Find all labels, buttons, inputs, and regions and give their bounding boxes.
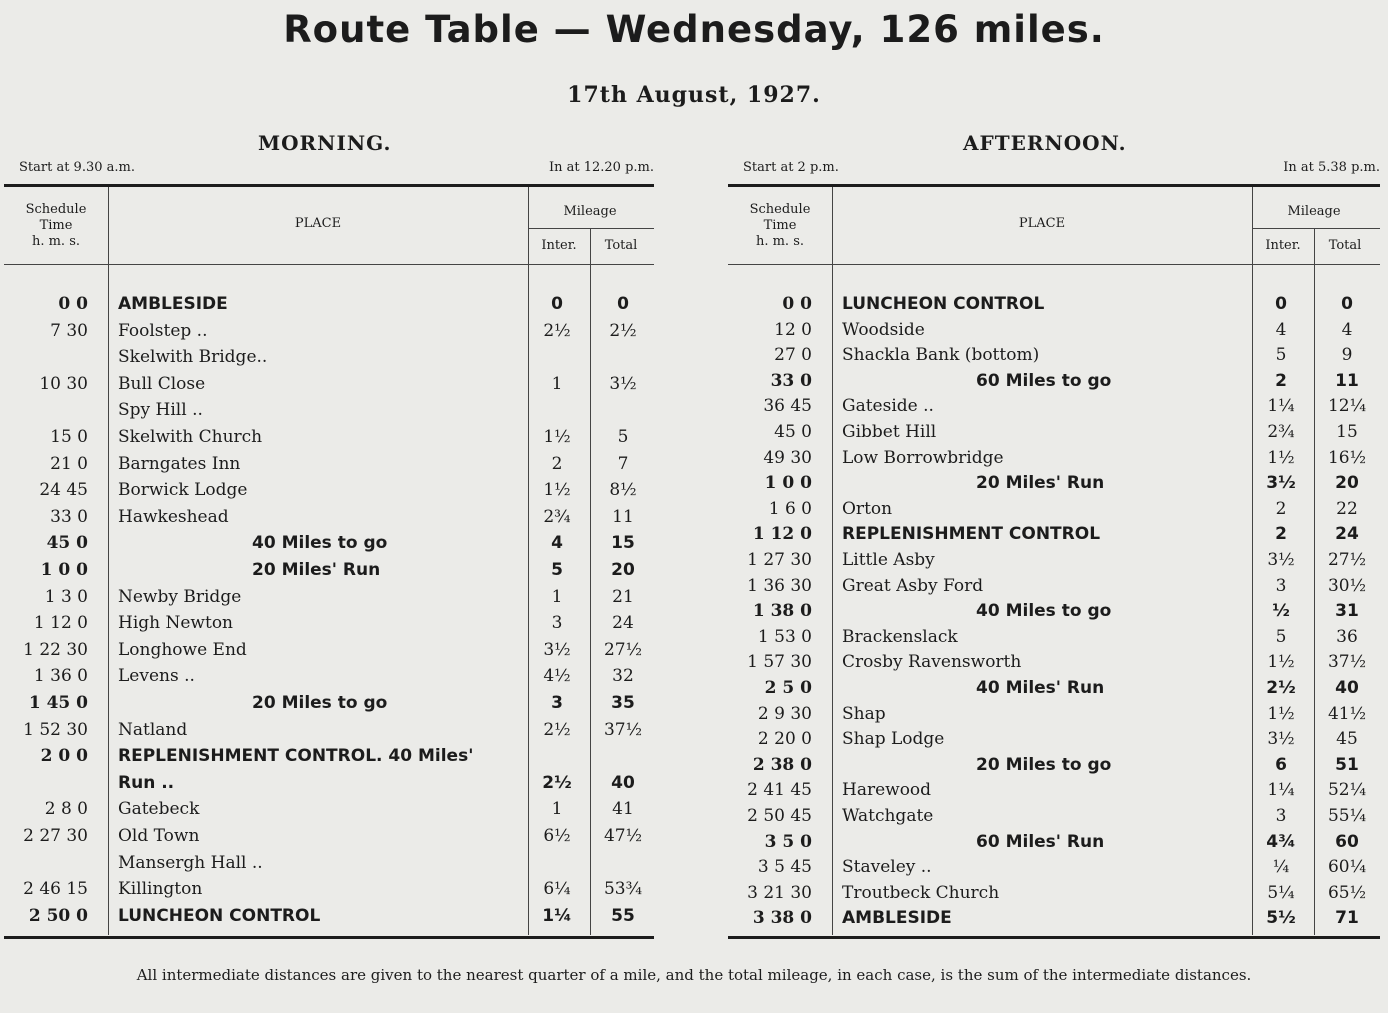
schedule-time-cell: 45 0 xyxy=(46,533,88,554)
place-cell: Borwick Lodge xyxy=(118,480,248,501)
total-mileage-cell: 52¼ xyxy=(1327,780,1367,801)
table-row xyxy=(4,853,654,874)
total-mileage-cell: 32 xyxy=(612,666,634,687)
table-row xyxy=(728,806,1380,827)
place-cell: 40 Miles to go xyxy=(252,533,388,554)
schedule-time-cell: 1 0 0 xyxy=(764,473,812,494)
inter-mileage-cell: 1¼ xyxy=(542,905,572,926)
table-row xyxy=(728,422,1380,443)
place-cell: Great Asby Ford xyxy=(842,575,984,596)
inter-mileage-cell: 1½ xyxy=(543,480,571,501)
table-row xyxy=(728,473,1380,494)
place-cell: Shap Lodge xyxy=(842,729,945,750)
total-header: Total xyxy=(604,238,638,253)
table-row xyxy=(4,879,654,900)
total-mileage-cell: 71 xyxy=(1335,908,1359,929)
table-row xyxy=(728,601,1380,622)
table-row xyxy=(4,533,654,554)
inter-mileage-cell: 4¾ xyxy=(1266,831,1296,852)
table-row xyxy=(728,396,1380,417)
inter-mileage-cell: 3 xyxy=(1275,806,1287,826)
inter-mileage-cell: 2 xyxy=(1275,498,1287,519)
table-row xyxy=(728,448,1380,469)
inter-header: Inter. xyxy=(1265,238,1301,253)
place-cell: Bull Close xyxy=(118,373,206,394)
morning-in-time: In at 12.20 p.m. xyxy=(548,160,654,175)
page-title: Route Table — Wednesday, 126 miles. xyxy=(283,8,1105,51)
schedule-time-cell: 33 0 xyxy=(770,370,812,391)
schedule-time-cell: 24 45 xyxy=(39,480,88,501)
place-cell: 40 Miles to go xyxy=(976,601,1112,622)
total-mileage-cell: 31 xyxy=(1335,601,1359,622)
inter-mileage-cell: 1½ xyxy=(1267,447,1295,468)
mileage-header: Mileage xyxy=(563,204,617,219)
total-mileage-cell: 41½ xyxy=(1327,703,1367,724)
afternoon-in-time: In at 5.38 p.m. xyxy=(1283,160,1380,175)
table-row xyxy=(4,321,654,342)
table-row xyxy=(4,799,654,820)
total-mileage-cell: 37½ xyxy=(603,719,643,740)
inter-mileage-cell: 3½ xyxy=(1267,550,1295,570)
inter-mileage-cell: 2¾ xyxy=(1267,422,1295,442)
schedule-time-cell: 1 38 0 xyxy=(752,601,812,622)
inter-mileage-cell: 4 xyxy=(551,533,563,554)
inter-mileage-cell: 3 xyxy=(1275,575,1287,596)
place-cell: 60 Miles to go xyxy=(976,370,1112,391)
table-row xyxy=(4,560,654,581)
inter-mileage-cell: 2½ xyxy=(542,772,572,793)
place-cell: Brackenslack xyxy=(842,626,958,647)
place-cell: Newby Bridge xyxy=(118,586,242,607)
schedule-time-cell: 2 50 45 xyxy=(747,806,812,826)
afternoon-heading: AFTERNOON. xyxy=(963,131,1127,155)
schedule-time-cell: 33 0 xyxy=(50,506,88,527)
total-mileage-cell: 0 xyxy=(617,294,629,314)
table-row xyxy=(728,883,1380,904)
place-header: PLACE xyxy=(294,216,342,231)
table-row xyxy=(4,294,654,315)
table-row xyxy=(4,693,654,714)
inter-mileage-cell: ¼ xyxy=(1272,857,1290,878)
inter-header: Inter. xyxy=(541,238,577,253)
schedule-time-cell: 2 5 0 xyxy=(764,678,812,698)
place-cell: 40 Miles' Run xyxy=(976,678,1105,698)
inter-mileage-cell: 5 xyxy=(1275,345,1287,366)
schedule-time-cell: 12 0 xyxy=(774,319,812,340)
inter-mileage-cell: 5½ xyxy=(1266,908,1296,929)
place-cell: Barngates Inn xyxy=(118,453,241,474)
place-cell: 60 Miles' Run xyxy=(976,831,1105,852)
schedule-time-cell: 1 0 0 xyxy=(40,560,88,580)
schedule-time-cell: 1 45 0 xyxy=(28,693,88,713)
inter-mileage-cell: 3½ xyxy=(1266,473,1296,494)
table-row xyxy=(4,400,654,421)
schedule-time-cell: 1 12 0 xyxy=(752,524,812,545)
schedule-time-cell: 1 12 0 xyxy=(33,613,88,634)
place-cell: Skelwith Bridge.. xyxy=(118,347,268,368)
total-mileage-cell: 16½ xyxy=(1327,447,1367,468)
table-row xyxy=(728,294,1380,315)
total-mileage-cell: 15 xyxy=(1336,422,1358,442)
total-mileage-cell: 27½ xyxy=(1327,550,1367,570)
inter-mileage-cell: 3½ xyxy=(543,639,571,660)
inter-mileage-cell: 1¼ xyxy=(1267,396,1295,417)
table-row xyxy=(4,587,654,608)
inter-mileage-cell: 4½ xyxy=(543,666,571,687)
place-cell: Natland xyxy=(118,719,188,740)
schedule-time-cell: 3 5 0 xyxy=(764,831,812,852)
total-mileage-cell: 36 xyxy=(1336,626,1358,647)
schedule-time-cell: 3 5 45 xyxy=(757,857,812,878)
place-cell: 20 Miles' Run xyxy=(252,560,381,580)
table-row xyxy=(4,507,654,528)
table-row xyxy=(728,857,1380,878)
table-row xyxy=(728,908,1380,929)
schedule-time-cell: 1 3 0 xyxy=(44,586,88,607)
place-cell: Hawkeshead xyxy=(118,506,229,527)
morning-heading: MORNING. xyxy=(258,131,392,155)
place-cell: LUNCHEON CONTROL xyxy=(118,905,321,926)
schedule-time-cell: 0 0 xyxy=(58,294,88,314)
schedule-time-cell: 2 27 30 xyxy=(23,826,88,846)
schedule-time-cell: 1 36 30 xyxy=(747,575,812,596)
inter-mileage-cell: 6½ xyxy=(543,826,571,846)
place-cell: Foolstep .. xyxy=(118,320,208,341)
table-row xyxy=(4,666,654,687)
inter-mileage-cell: 2¾ xyxy=(543,506,571,527)
place-cell: Old Town xyxy=(118,826,200,846)
place-cell: AMBLESIDE xyxy=(118,294,228,314)
schedule-time-cell: 0 0 xyxy=(782,294,812,314)
schedule-time-cell: 2 41 45 xyxy=(747,780,812,801)
table-row xyxy=(728,652,1380,673)
table-row xyxy=(4,427,654,448)
place-cell: 20 Miles to go xyxy=(252,693,388,713)
place-cell: REPLENISHMENT CONTROL. 40 Miles' xyxy=(118,746,474,767)
place-cell: Spy Hill .. xyxy=(118,400,203,421)
table-row xyxy=(728,499,1380,520)
inter-mileage-cell: 2½ xyxy=(1266,678,1296,698)
total-mileage-cell: 7 xyxy=(617,453,629,474)
place-cell: Shackla Bank (bottom) xyxy=(842,345,1040,366)
table-row xyxy=(4,906,654,927)
total-mileage-cell: 60 xyxy=(1335,831,1359,852)
schedule-time-cell: 2 50 0 xyxy=(28,905,88,926)
schedule-time-cell: 7 30 xyxy=(50,320,88,341)
inter-mileage-cell: 1 xyxy=(551,373,563,394)
place-cell: Staveley .. xyxy=(842,857,932,878)
total-mileage-cell: 21 xyxy=(612,586,634,607)
total-mileage-cell: 60¼ xyxy=(1327,857,1367,878)
inter-mileage-cell: 0 xyxy=(1275,294,1287,314)
schedule-time-cell: 1 57 30 xyxy=(747,652,812,673)
table-bottom-rule xyxy=(728,936,1380,939)
total-mileage-cell: 37½ xyxy=(1327,652,1367,673)
place-cell: LUNCHEON CONTROL xyxy=(842,294,1045,314)
page-date: 17th August, 1927. xyxy=(567,82,821,108)
total-mileage-cell: 11 xyxy=(1335,370,1359,391)
total-mileage-cell: 15 xyxy=(611,533,635,554)
schedule-time-cell: 10 30 xyxy=(39,373,88,394)
schedule-time-cell: 2 20 0 xyxy=(757,729,812,750)
schedule-time-header: Schedule Time h. m. s. xyxy=(25,202,87,249)
total-header: Total xyxy=(1328,238,1362,253)
place-cell: Little Asby xyxy=(842,550,935,570)
inter-mileage-cell: 3 xyxy=(551,693,563,713)
inter-mileage-cell: 1½ xyxy=(1267,703,1295,724)
place-cell: Levens .. xyxy=(118,666,195,687)
place-cell: Orton xyxy=(842,498,893,519)
table-row xyxy=(728,550,1380,571)
place-cell: Woodside xyxy=(842,319,925,340)
place-cell: Skelwith Church xyxy=(118,427,263,447)
schedule-time-cell: 1 27 30 xyxy=(747,550,812,570)
table-row xyxy=(728,371,1380,392)
schedule-time-cell: 1 22 30 xyxy=(23,639,88,660)
total-mileage-cell: 20 xyxy=(1335,473,1359,494)
table-row xyxy=(728,576,1380,597)
schedule-time-cell: 2 38 0 xyxy=(752,754,812,775)
total-mileage-cell: 4 xyxy=(1341,319,1353,340)
total-mileage-cell: 51 xyxy=(1335,754,1359,775)
place-cell: Harewood xyxy=(842,780,932,801)
place-cell: REPLENISHMENT CONTROL xyxy=(842,524,1101,545)
inter-mileage-cell: 5¼ xyxy=(1267,882,1295,903)
total-mileage-cell: 5 xyxy=(617,427,629,447)
place-header: PLACE xyxy=(1018,216,1066,231)
table-row xyxy=(4,720,654,741)
table-row xyxy=(728,780,1380,801)
place-cell: High Newton xyxy=(118,613,233,634)
total-mileage-cell: 40 xyxy=(611,772,635,793)
header-bottom-rule xyxy=(4,264,654,265)
inter-mileage-cell: 1½ xyxy=(543,427,571,447)
inter-mileage-cell: 3½ xyxy=(1267,729,1295,750)
table-row xyxy=(4,374,654,395)
total-mileage-cell: 47½ xyxy=(603,826,643,846)
table-row xyxy=(4,480,654,501)
total-mileage-cell: 41 xyxy=(612,799,634,820)
header-bottom-rule xyxy=(728,264,1380,265)
place-cell: Gatebeck xyxy=(118,799,200,820)
schedule-time-cell: 1 52 30 xyxy=(23,719,88,740)
schedule-time-cell: 1 53 0 xyxy=(757,626,812,647)
place-cell: Killington xyxy=(118,879,203,900)
total-mileage-cell: 8½ xyxy=(609,480,637,501)
afternoon-start-time: Start at 2 p.m. xyxy=(743,160,839,175)
inter-mileage-cell: 6 xyxy=(1275,754,1287,775)
table-row xyxy=(4,826,654,847)
schedule-time-cell: 21 0 xyxy=(50,453,88,474)
table-row xyxy=(728,627,1380,648)
table-row xyxy=(4,454,654,475)
table-bottom-rule xyxy=(4,936,654,939)
inter-mileage-cell: 6¼ xyxy=(543,879,571,900)
inter-mileage-cell: 1¼ xyxy=(1267,780,1295,801)
table-row xyxy=(728,678,1380,699)
inter-mileage-cell: 2 xyxy=(1275,524,1287,545)
schedule-time-cell: 49 30 xyxy=(763,447,812,468)
place-cell: Longhowe End xyxy=(118,639,247,660)
table-row xyxy=(728,320,1380,341)
table-row xyxy=(4,613,654,634)
place-cell: Gibbet Hill xyxy=(842,422,937,442)
schedule-time-cell: 27 0 xyxy=(774,345,812,366)
inter-mileage-cell: 4 xyxy=(1275,319,1287,340)
table-row xyxy=(728,729,1380,750)
total-mileage-cell: 53¾ xyxy=(603,879,643,900)
mileage-subheader-rule xyxy=(528,228,654,229)
schedule-time-cell: 36 45 xyxy=(763,396,812,417)
table-row xyxy=(728,832,1380,853)
schedule-time-cell: 3 38 0 xyxy=(752,908,812,929)
total-mileage-cell: 65½ xyxy=(1327,882,1367,903)
schedule-time-cell: 1 6 0 xyxy=(768,498,812,519)
table-row xyxy=(728,755,1380,776)
total-mileage-cell: 55¼ xyxy=(1327,806,1367,826)
inter-mileage-cell: 2½ xyxy=(543,719,571,740)
place-cell: Shap xyxy=(842,703,886,724)
total-mileage-cell: 9 xyxy=(1341,345,1353,366)
place-cell: Run .. xyxy=(118,772,175,793)
total-mileage-cell: 35 xyxy=(611,693,635,713)
schedule-time-header: Schedule Time h. m. s. xyxy=(749,202,811,249)
total-mileage-cell: 27½ xyxy=(603,639,643,660)
schedule-time-cell: 1 36 0 xyxy=(33,666,88,687)
table-row xyxy=(728,345,1380,366)
total-mileage-cell: 11 xyxy=(612,506,634,527)
table-row xyxy=(728,524,1380,545)
inter-mileage-cell: 1 xyxy=(551,586,563,607)
mileage-subheader-rule xyxy=(1252,228,1380,229)
total-mileage-cell: 30½ xyxy=(1327,575,1367,596)
place-cell: 20 Miles to go xyxy=(976,754,1112,775)
inter-mileage-cell: 1 xyxy=(551,799,563,820)
total-mileage-cell: 45 xyxy=(1336,729,1358,750)
inter-mileage-cell: 5 xyxy=(551,560,563,580)
schedule-time-cell: 2 8 0 xyxy=(44,799,88,820)
total-mileage-cell: 22 xyxy=(1336,498,1358,519)
table-top-rule xyxy=(4,184,654,187)
total-mileage-cell: 24 xyxy=(1335,524,1359,545)
place-cell: Troutbeck Church xyxy=(842,882,1000,903)
inter-mileage-cell: 1½ xyxy=(1267,652,1295,673)
inter-mileage-cell: 2½ xyxy=(543,320,571,341)
schedule-time-cell: 2 9 30 xyxy=(757,703,812,724)
footnote: All intermediate distances are given to the nearest quarter of a mile, and the total mileage, in each case, is the sum of the intermediate distances. xyxy=(136,966,1252,984)
schedule-time-cell: 3 21 30 xyxy=(747,882,812,903)
total-mileage-cell: 20 xyxy=(611,560,635,580)
inter-mileage-cell: 3 xyxy=(551,613,563,634)
place-cell: Gateside .. xyxy=(842,396,934,417)
table-row xyxy=(4,773,654,794)
total-mileage-cell: 2½ xyxy=(609,320,637,341)
inter-mileage-cell: 0 xyxy=(551,294,563,314)
total-mileage-cell: 0 xyxy=(1341,294,1353,314)
table-row xyxy=(4,746,654,767)
morning-start-time: Start at 9.30 a.m. xyxy=(19,160,135,175)
total-mileage-cell: 40 xyxy=(1335,678,1359,698)
total-mileage-cell: 24 xyxy=(612,613,634,634)
inter-mileage-cell: 5 xyxy=(1275,626,1287,647)
place-cell: Watchgate xyxy=(842,806,934,826)
table-row xyxy=(4,347,654,368)
mileage-header: Mileage xyxy=(1287,204,1341,219)
place-cell: Crosby Ravensworth xyxy=(842,652,1022,673)
table-row xyxy=(4,640,654,661)
place-cell: AMBLESIDE xyxy=(842,908,952,929)
table-top-rule xyxy=(728,184,1380,187)
schedule-time-cell: 15 0 xyxy=(50,427,88,447)
total-mileage-cell: 12¼ xyxy=(1327,396,1367,417)
place-cell: Mansergh Hall .. xyxy=(118,852,263,873)
total-mileage-cell: 3½ xyxy=(609,373,637,394)
schedule-time-cell: 2 46 15 xyxy=(23,879,88,900)
place-cell: 20 Miles' Run xyxy=(976,473,1105,494)
inter-mileage-cell: 2 xyxy=(551,453,563,474)
schedule-time-cell: 45 0 xyxy=(774,422,812,442)
table-row xyxy=(728,704,1380,725)
total-mileage-cell: 55 xyxy=(611,905,635,926)
inter-mileage-cell: 2 xyxy=(1275,370,1287,391)
inter-mileage-cell: ½ xyxy=(1272,601,1290,622)
schedule-time-cell: 2 0 0 xyxy=(40,746,88,767)
place-cell: Low Borrowbridge xyxy=(842,447,1004,468)
